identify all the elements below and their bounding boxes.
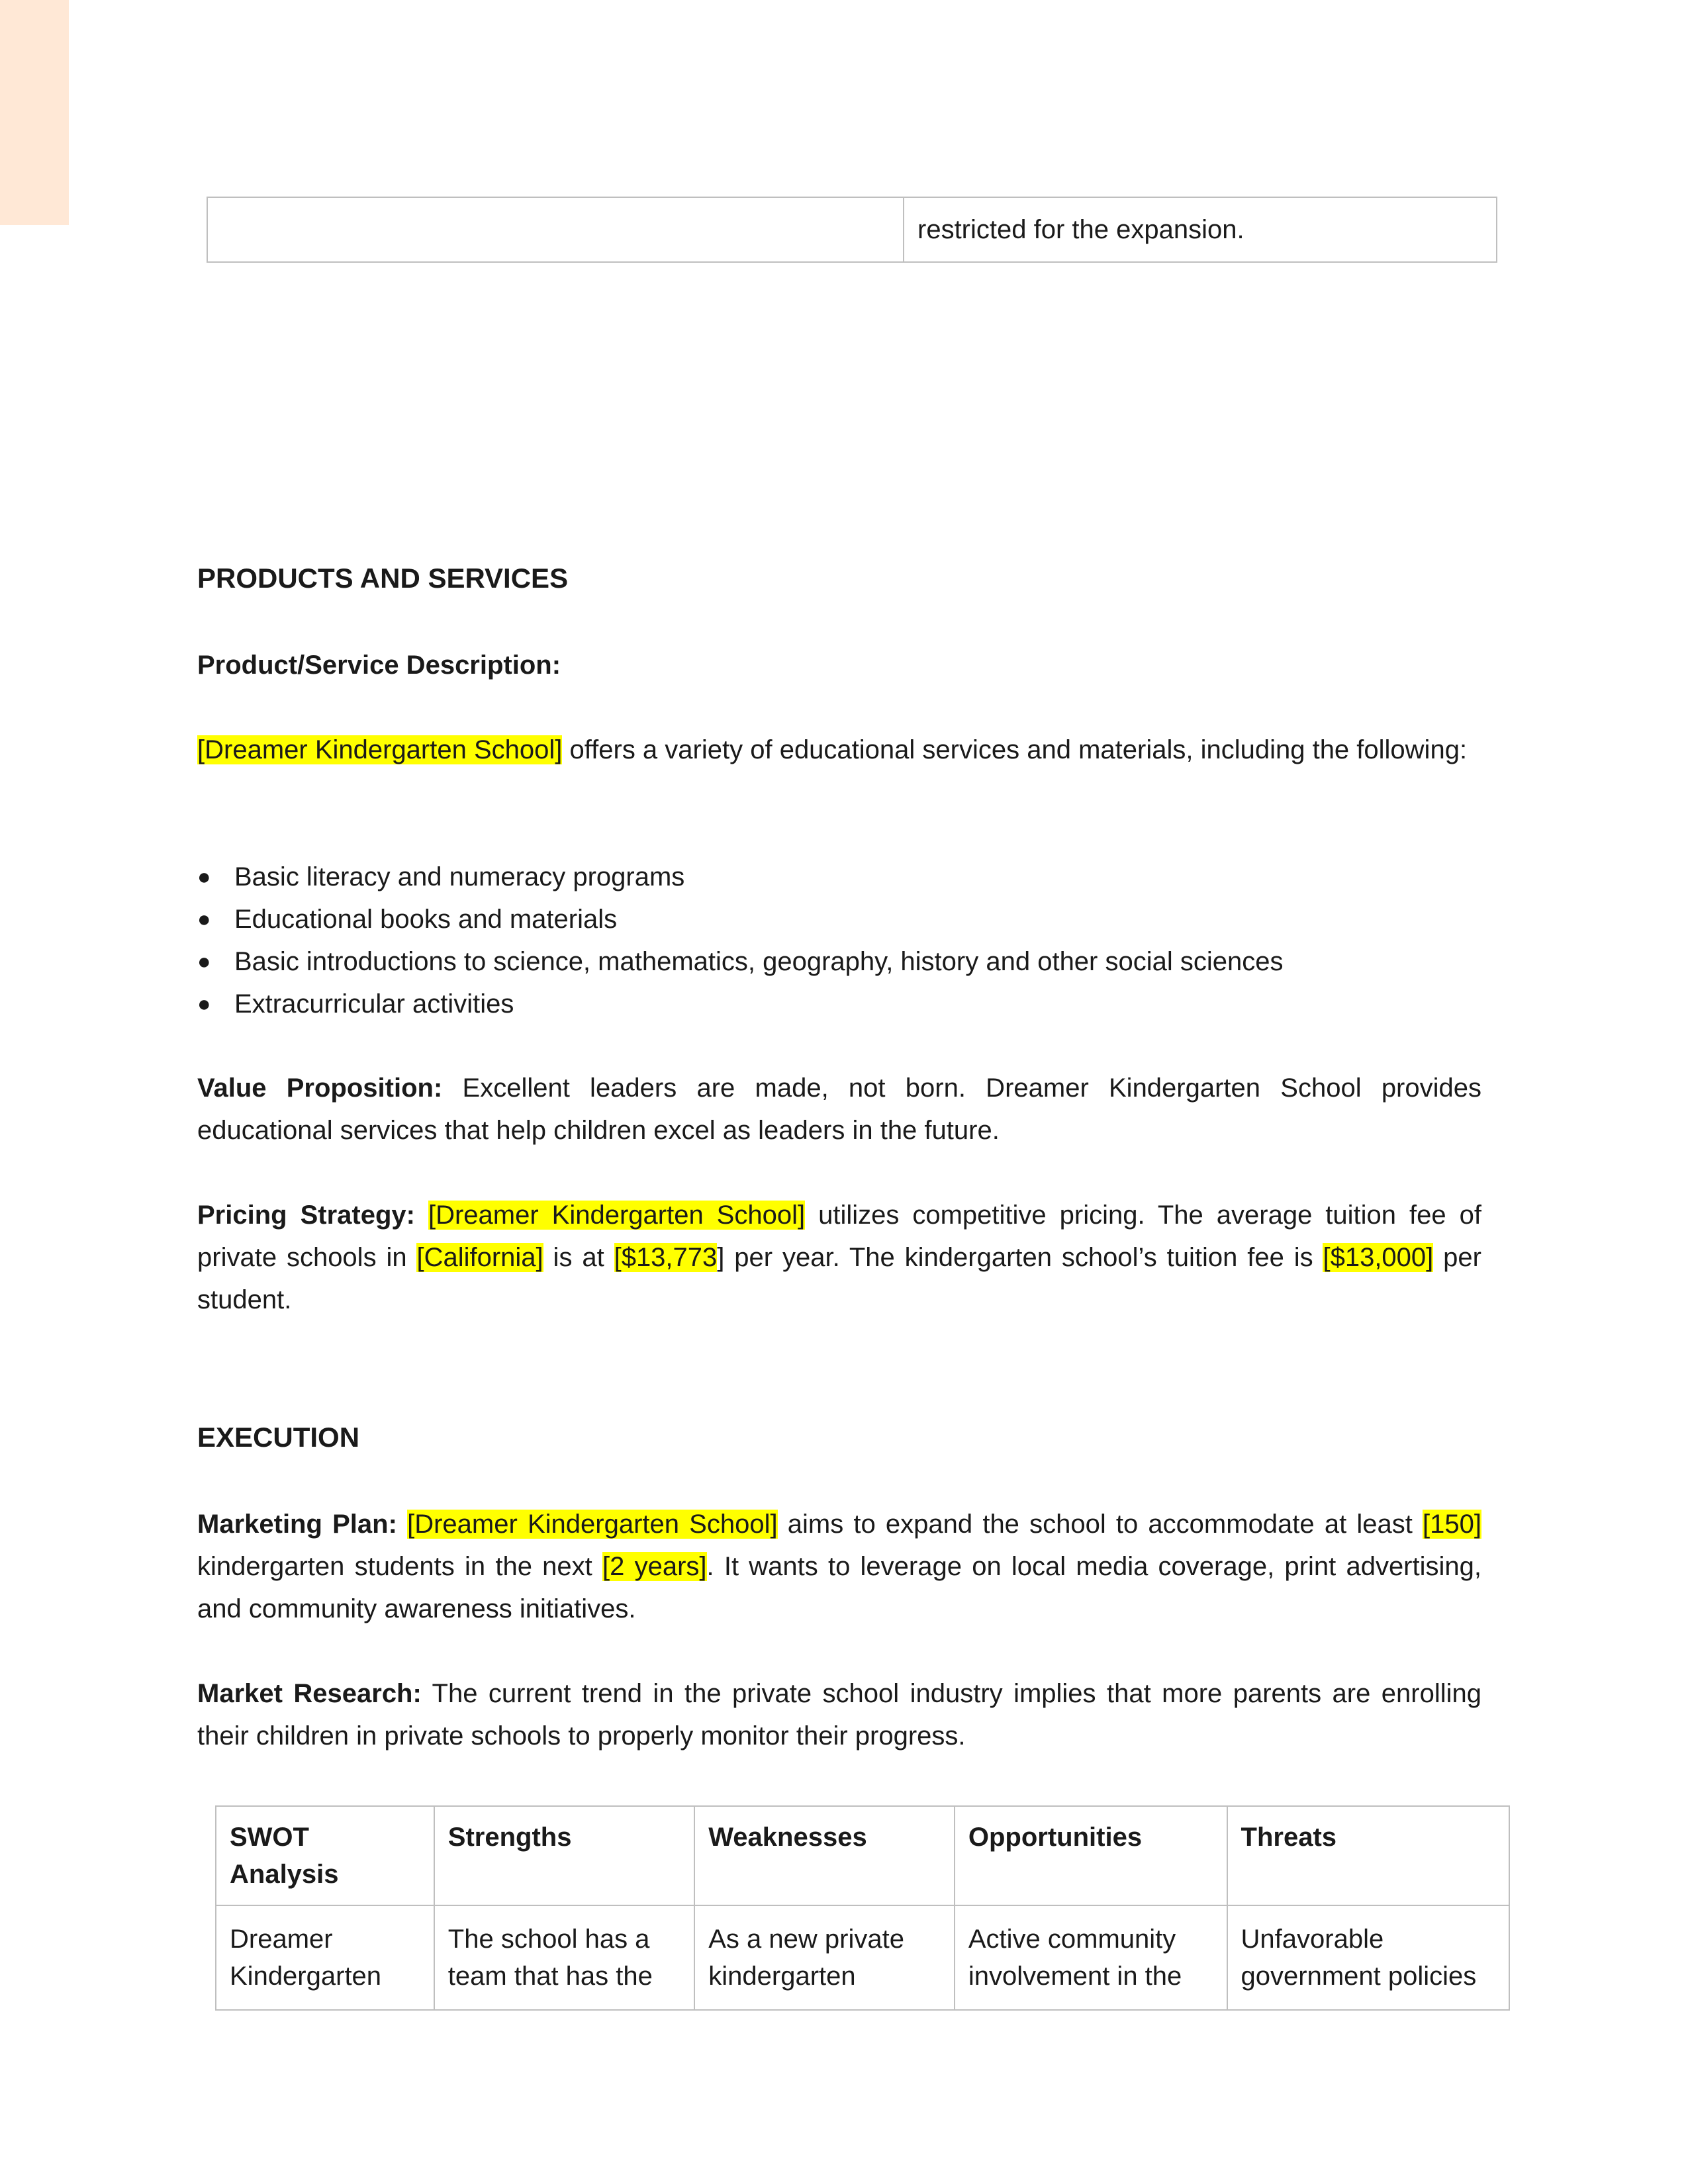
paragraph-text: per student. — [197, 1243, 1481, 1314]
highlighted-placeholder: [$13,000] — [1323, 1243, 1434, 1272]
highlighted-placeholder: [California] — [416, 1243, 543, 1272]
table-row — [216, 1905, 1509, 2010]
column-header: Weaknesses — [694, 1806, 955, 1905]
section-heading: PRODUCTS AND SERVICES — [197, 563, 569, 594]
paragraph-label: Pricing Strategy: — [197, 1201, 428, 1230]
highlighted-placeholder: [Dreamer Kindergarten School] — [197, 735, 563, 764]
highlighted-placeholder: [150] — [1423, 1510, 1482, 1539]
table-cell: As a new private kindergarten — [694, 1905, 955, 2010]
table-cell: The school has a team that has the — [434, 1905, 694, 2010]
highlighted-placeholder: [$13,773 — [614, 1243, 718, 1272]
highlighted-placeholder: [Dreamer Kindergarten School] — [407, 1510, 778, 1539]
execution-heading-block — [197, 1416, 1481, 1459]
services-list — [197, 856, 1481, 1025]
services-list-block — [197, 856, 1481, 1025]
marketing-plan-paragraph — [197, 1503, 1481, 1630]
paragraph-text: . It wants to leverage on local media coverage, print advertising, and community awareness initiatives. — [197, 1552, 1481, 1623]
continuation-table — [207, 197, 1497, 263]
subheading: Product/Service Description: — [197, 651, 561, 680]
paragraph-text: offers a variety of educational services and materials, including the following: — [562, 735, 1468, 764]
column-header: SWOT Analysis — [216, 1806, 434, 1905]
table-cell: restricted for the expansion. — [904, 197, 1497, 262]
list-item: ● Extracurricular activities — [197, 983, 1481, 1025]
paragraph-label: Value Proposition: — [197, 1073, 443, 1103]
table-cell: Active community involvement in the — [955, 1905, 1227, 2010]
column-header: Threats — [1227, 1806, 1509, 1905]
product-desc-label-block — [197, 644, 1481, 686]
market-research-paragraph — [197, 1672, 1481, 1757]
paragraph-text: Excellent leaders are made, not born. Dreamer Kindergarten School provides educational services that help children excel as leaders in the future. — [197, 1073, 1482, 1145]
pricing-strategy-paragraph — [197, 1194, 1481, 1321]
swot-table — [215, 1805, 1510, 2011]
table-cell — [207, 197, 904, 262]
paragraph-text: The current trend in the private school industry implies that more parents are enrolling their children in private schools to properly monitor their progress. — [197, 1679, 1482, 1751]
products-heading-block — [197, 557, 1481, 600]
paragraph-text: kindergarten students in the next — [197, 1552, 602, 1581]
table-header-row — [216, 1806, 1509, 1905]
column-header: Strengths — [434, 1806, 694, 1905]
value-proposition-paragraph — [197, 1067, 1481, 1152]
paragraph-text: aims to expand the school to accommodate at least — [777, 1510, 1423, 1539]
paragraph-text: is at — [543, 1243, 614, 1272]
paragraph-text: utilizes competitive pricing. The average tuition fee of private schools in — [197, 1201, 1481, 1272]
paragraph-label: Market Research: — [197, 1679, 422, 1708]
table-cell: Unfavorable government policies — [1227, 1905, 1509, 2010]
column-header: Opportunities — [955, 1806, 1227, 1905]
product-desc-paragraph — [197, 729, 1481, 771]
list-item: ● Basic introductions to science, mathematics, geography, history and other social sciences — [197, 940, 1481, 983]
list-item: ● Basic literacy and numeracy programs — [197, 856, 1481, 898]
table-row — [207, 197, 1497, 262]
table-cell: Dreamer Kindergarten — [216, 1905, 434, 2010]
highlighted-placeholder: [2 years] — [602, 1552, 707, 1581]
paragraph-label: Marketing Plan: — [197, 1510, 408, 1539]
paragraph-text: ] per year. The kindergarten school’s tuition fee is — [717, 1243, 1323, 1272]
section-heading: EXECUTION — [197, 1422, 360, 1453]
page-corner-tab — [0, 0, 69, 225]
list-item: ● Educational books and materials — [197, 898, 1481, 940]
highlighted-placeholder: [Dreamer Kindergarten School] — [428, 1201, 806, 1230]
